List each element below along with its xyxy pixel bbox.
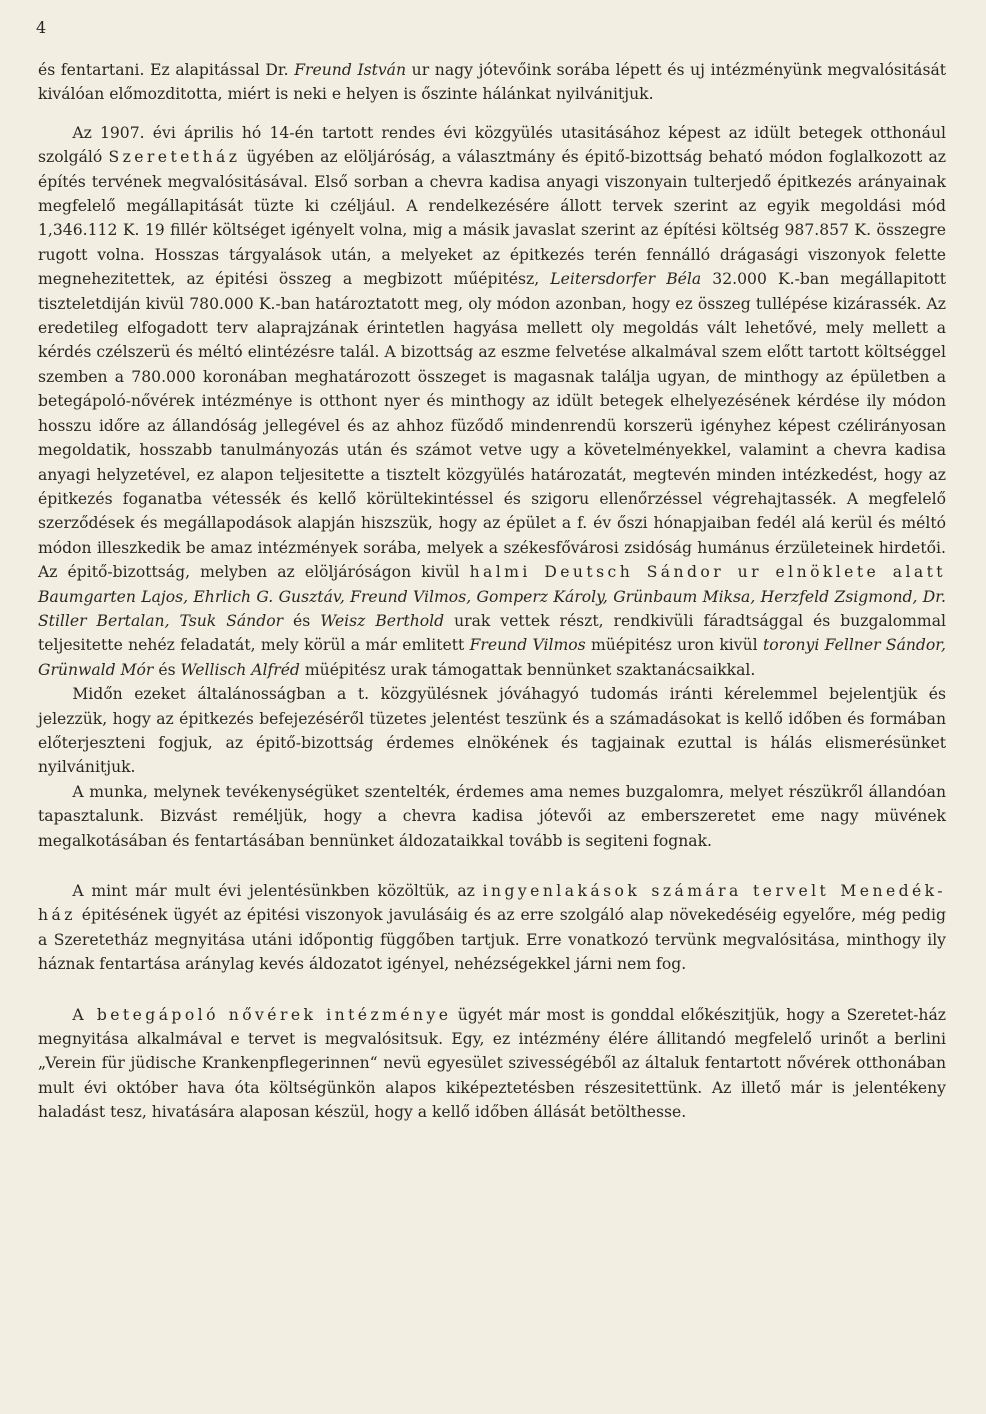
text-run: Az 1907. évi április hó 14-én tartott rendes évi közgyülés utasitásához képest az idült betegek otthonául szolgáló: [38, 123, 946, 167]
text-run: urak vettek részt, rendkivüli fáradtsággal és buzgalommal teljesitette nehéz feladatát, mely körül a már emlitett: [38, 611, 946, 655]
spaced-term: ingyenlakások számára tervelt Menedék-ház: [38, 882, 946, 925]
paragraph-1: [38, 58, 946, 107]
paragraph-3: Midőn ezeket általánosságban a t. közgyülésnek jóváhagyó tudomás iránti kérelemmel bejelentjük és jelezzük, hogy az épitkezés befejezéséről tüzetes jelentést teszünk és a számadásokat is kellő időben és formában előterjeszteni fogjuk, az épitő-bizottság érdemes elnökének és tagjainak ezuttal is hálás elismerésünket nyilvánitjuk.: [38, 685, 946, 777]
person-name: toronyi Fellner Sándor, Grünwald Mór: [38, 636, 946, 679]
text-run: és: [153, 660, 181, 679]
text-run: és fentartani. Ez alapitással Dr.: [38, 61, 295, 79]
spaced-term: Szeretetház: [108, 148, 241, 167]
person-names: Baumgarten Lajos, Ehrlich G. Gusztáv, Freund Vilmos, Gomperz Károly, Grünbaum Miksa, Herzfeld Zsigmond, Dr. Stiller Bertalan, Tsuk Sándor: [38, 587, 946, 630]
paragraph-4: A munka, melynek tevékenységüket szentelték, érdemes ama nemes buzgalomra, melyet részükről állandóan tapasztalunk. Bizvást reméljük, hogy a chevra kadisa jótevői az emberszeretet eme nagy müvének megalkotásában és fentartásában bennünket áldozataikkal tovább is segiteni fognak.: [38, 782, 946, 850]
text-run: és: [283, 611, 321, 630]
text-run: ügyében az elöljáróság, a választmány és épitő-bizottság beható módon foglalkozott az építés tervének megvalósitásával. Első sorban a chevra kadisa anyagi viszonyain tulterjedő épitkezés arányainak megfelelő megállapitását tüzte ki czéljául. A rendelkezésére állott tervek szerint az egyik megoldási mód 1,346.112 K. 19 fillér költséget igényelt volna, mig a másik javaslat szerint az építési költség 987.857 K. összegre rugott volna. Hosszas tárgyalások után, a melyeket az épitkezés terén fennálló drágasági viszonyok felette megnehezitettek, az épitési összeg a megbizott műépitész,: [38, 148, 946, 289]
person-name: Leitersdorfer Béla: [550, 270, 702, 289]
text-run: épitésének ügyét az épitési viszonyok javulásáig és az erre szolgáló alap növekedéséig egyelőre, még pedig a Szeretetház megnyitása utáni időpontig függőben tartjuk. Erre vonatkozó tervünk megvalósitása, minthogy ily háznak fentartása aránylag kevés áldozatot igényel, nehézségekkel járni nem fog.: [38, 906, 946, 974]
spaced-term: A betegápoló nővérek intézménye: [72, 1005, 452, 1024]
text-run: ur nagy jótevőink sorába lépett és uj intézményünk megvalósitását kiválóan előmozditotta, miért is neki e helyen is őszinte hálánkat nyilvánitjuk.: [38, 61, 947, 104]
person-name: Weisz Berthold: [320, 611, 445, 630]
body-text: [38, 58, 946, 1125]
text-run: müépitész urak támogattak bennünket szaktanácsaikkal.: [299, 660, 756, 679]
person-name: Wellisch Alfréd: [180, 660, 300, 679]
text-run: ügyét már most is gonddal előkészitjük, hogy a Szeretet-ház megnyitása alkalmával e tervet is megvalósitsuk. Egy, ez intézmény élére állitandó megfelelő urinőt a berlini „Verein für jüdische Krankenpflegerinnen“ nevü egyesület szivességéből az általuk fentartott nővérek otthonában mult évi október hava óta költségünkön alapos kiképeztetésben részesitettünk. Az illető már is jelentékeny haladást tesz, hivatására alaposan készül, hogy a kellő időben állását betölthesse.: [38, 1005, 946, 1122]
text-run: 32.000 K.-ban megállapitott tiszteletdiján kivül 780.000 K.-ban határoztatott meg, oly módon azonban, hogy ez összeg tullépése kizárassék. Az eredetileg elfogadott terv alaprajzának érintetlen hagyása mellett oly megoldás vált lehetővé, mely mellett a kérdés czélszerü és méltó elintézésre talál. A bizottság az eszme felvetése alkalmával szem előtt tartott költséggel szemben a 780.000 koronában meghatározott összeget is magasnak találja ugyan, de minthogy az épületben a betegápoló-nővérek intézménye is otthont nyer és minthogy az idült betegek elhelyezésének kérdése ily módon hosszu időre az állandóság jellegével és az ahhoz füződő mindenrendü korszerü igényhez képest czélirányosan megoldatik, hosszabb tanulmányozás után és számot vetve ugy a követelményekkel, valamint a chevra kadisa anyagi helyzetével, ez alapon teljesitette a tisztelt közgyülés határozatát, megtevén minden intézkedést, hogy az épitkezés foganatba vétessék és kellő körültekintéssel és szigoru ellenőrzéssel végrehajtassék. A megfelelő szerződések és megállapodások alapján hiszszük, hogy az épület a f. év őszi hónapjaiban fedél alá kerül és méltó módon illeszkedik be amaz intézmények sorába, melyek a székesfővárosi zsidóság humánus érzületeinek hirdetői. Az épitő-bizottság, melyben az elöljáróságon kivül: [38, 270, 947, 582]
spaced-term: halmi Deutsch Sándor ur elnöklete alatt: [469, 563, 946, 582]
person-name: Freund István: [294, 61, 407, 79]
person-name: Freund Vilmos: [469, 636, 586, 655]
text-run: müépitész uron kivül: [585, 636, 763, 655]
page-number: 4: [36, 18, 47, 37]
paragraph-6: [38, 1003, 946, 1125]
paragraph-5: [38, 879, 946, 977]
paragraph-2: [38, 121, 946, 682]
text-run: A mint már mult évi jelentésünkben közöltük, az: [72, 882, 483, 900]
